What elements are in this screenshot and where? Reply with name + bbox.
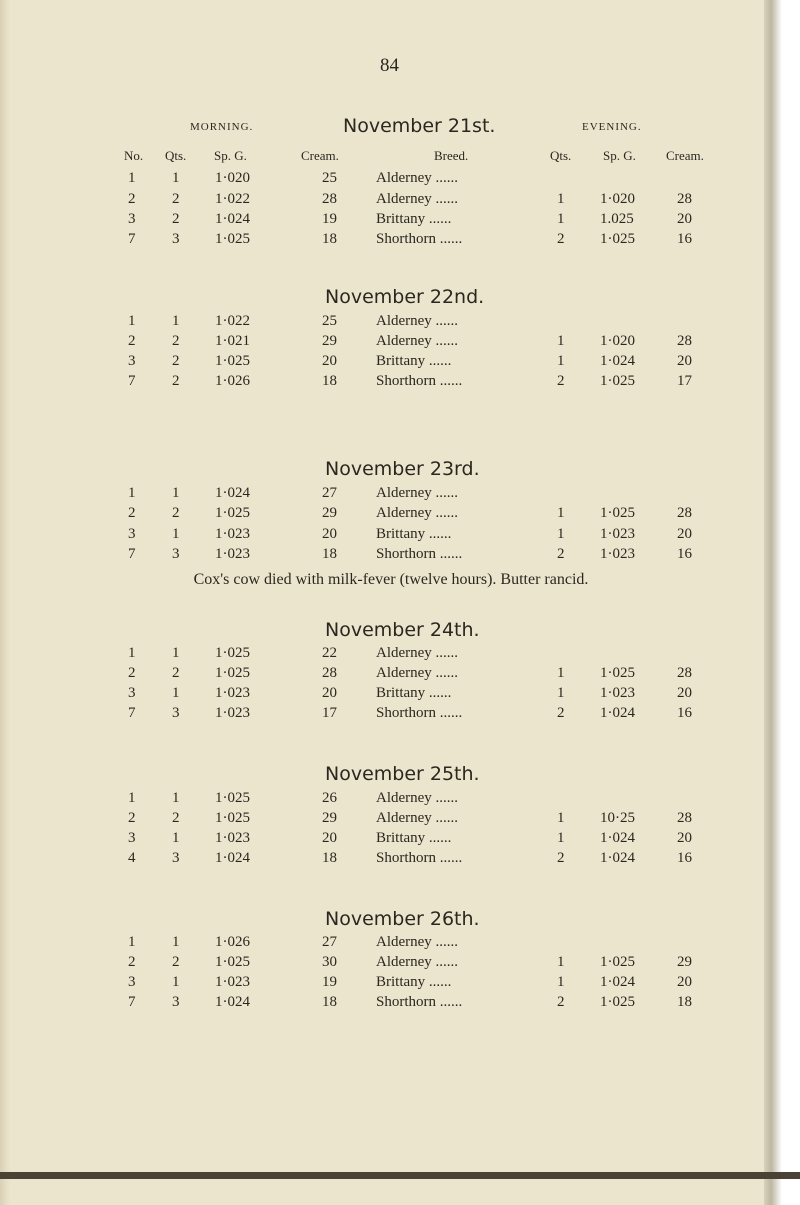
table-row (0, 353, 782, 374)
table-row (0, 685, 782, 706)
row-cream: 18 (322, 850, 337, 866)
row-sp-gr: 1·023 (215, 830, 250, 846)
row-sp-gr: 1·025 (215, 665, 250, 681)
row-evening-sp-gr: 1·025 (600, 994, 635, 1010)
table-row (0, 934, 782, 955)
table-row (0, 313, 782, 334)
row-evening-sp-gr: 1·024 (600, 353, 635, 369)
row-evening-qts: 1 (557, 954, 565, 970)
row-no: 7 (128, 373, 136, 389)
section-title: November 26th. (325, 908, 480, 930)
row-evening-qts: 2 (557, 705, 565, 721)
row-qts: 1 (172, 170, 180, 186)
row-qts: 2 (172, 191, 180, 207)
row-no: 2 (128, 191, 136, 207)
row-cream: 20 (322, 526, 337, 542)
row-evening-qts: 1 (557, 810, 565, 826)
section-title: November 25th. (325, 763, 480, 785)
row-qts: 1 (172, 830, 180, 846)
row-qts: 1 (172, 685, 180, 701)
row-qts: 1 (172, 934, 180, 950)
row-sp-gr: 1·024 (215, 211, 250, 227)
row-breed: Brittany ...... (376, 526, 452, 542)
table-row (0, 546, 782, 567)
table-row (0, 974, 782, 995)
row-qts: 2 (172, 954, 180, 970)
row-evening-qts: 1 (557, 665, 565, 681)
row-evening-cream: 16 (677, 546, 692, 562)
row-evening-sp-gr: 1·025 (600, 231, 635, 247)
row-cream: 25 (322, 170, 337, 186)
row-breed: Alderney ...... (376, 170, 459, 186)
row-evening-qts: 1 (557, 974, 565, 990)
row-breed: Alderney ...... (376, 665, 459, 681)
row-evening-cream: 28 (677, 191, 692, 207)
table-row (0, 645, 782, 666)
row-sp-gr: 1·025 (215, 810, 250, 826)
row-evening-sp-gr: 1·025 (600, 373, 635, 389)
row-evening-sp-gr: 1·025 (600, 665, 635, 681)
row-cream: 18 (322, 546, 337, 562)
table-row (0, 333, 782, 354)
row-evening-sp-gr: 1·023 (600, 685, 635, 701)
table-row (0, 830, 782, 851)
row-cream: 26 (322, 790, 337, 806)
row-sp-gr: 1·025 (215, 954, 250, 970)
row-cream: 29 (322, 505, 337, 521)
row-qts: 1 (172, 790, 180, 806)
row-evening-sp-gr: 1·025 (600, 505, 635, 521)
row-evening-cream: 20 (677, 830, 692, 846)
row-no: 1 (128, 790, 136, 806)
row-no: 7 (128, 546, 136, 562)
table-row (0, 170, 782, 191)
row-no: 3 (128, 685, 136, 701)
section-title: November 21st. (343, 115, 496, 137)
row-cream: 17 (322, 705, 337, 721)
row-no: 1 (128, 645, 136, 661)
table-row (0, 231, 782, 252)
row-cream: 20 (322, 685, 337, 701)
page-number: 84 (380, 55, 399, 76)
row-no: 2 (128, 333, 136, 349)
row-evening-cream: 28 (677, 333, 692, 349)
row-no: 3 (128, 830, 136, 846)
row-breed: Brittany ...... (376, 211, 452, 227)
row-no: 1 (128, 485, 136, 501)
row-sp-gr: 1·024 (215, 994, 250, 1010)
row-evening-qts: 2 (557, 373, 565, 389)
row-sp-gr: 1·022 (215, 313, 250, 329)
row-no: 3 (128, 211, 136, 227)
col-head-sp-gr: Sp. G. (214, 148, 247, 163)
row-no: 4 (128, 850, 136, 866)
row-evening-sp-gr: 1.025 (600, 211, 634, 227)
row-sp-gr: 1·023 (215, 705, 250, 721)
row-no: 2 (128, 665, 136, 681)
row-breed: Shorthorn ...... (376, 373, 463, 389)
row-evening-qts: 1 (557, 505, 565, 521)
row-breed: Alderney ...... (376, 954, 459, 970)
row-evening-cream: 16 (677, 705, 692, 721)
row-breed: Shorthorn ...... (376, 994, 463, 1010)
row-no: 7 (128, 705, 136, 721)
row-breed: Alderney ...... (376, 313, 459, 329)
row-breed: Alderney ...... (376, 934, 459, 950)
row-breed: Alderney ...... (376, 645, 459, 661)
row-breed: Shorthorn ...... (376, 231, 463, 247)
row-sp-gr: 1·026 (215, 373, 250, 389)
row-cream: 28 (322, 665, 337, 681)
row-evening-cream: 20 (677, 974, 692, 990)
row-evening-cream: 28 (677, 810, 692, 826)
row-cream: 30 (322, 954, 337, 970)
row-breed: Brittany ...... (376, 830, 452, 846)
row-qts: 2 (172, 373, 180, 389)
row-evening-qts: 1 (557, 830, 565, 846)
row-sp-gr: 1·025 (215, 353, 250, 369)
row-cream: 28 (322, 191, 337, 207)
table-row (0, 485, 782, 506)
row-evening-cream: 16 (677, 850, 692, 866)
col-head-no: No. (124, 148, 144, 163)
col-head-evening-qts: Qts. (550, 148, 572, 163)
row-qts: 2 (172, 505, 180, 521)
row-qts: 1 (172, 526, 180, 542)
row-no: 3 (128, 526, 136, 542)
row-evening-sp-gr: 1·023 (600, 546, 635, 562)
row-sp-gr: 1·022 (215, 191, 250, 207)
row-breed: Alderney ...... (376, 191, 459, 207)
table-row (0, 505, 782, 526)
table-row (0, 790, 782, 811)
section-title: November 22nd. (325, 286, 485, 308)
row-breed: Shorthorn ...... (376, 850, 463, 866)
row-breed: Shorthorn ...... (376, 705, 463, 721)
row-evening-qts: 1 (557, 353, 565, 369)
row-evening-cream: 20 (677, 211, 692, 227)
row-evening-sp-gr: 1·020 (600, 333, 635, 349)
row-evening-cream: 20 (677, 353, 692, 369)
row-cream: 20 (322, 830, 337, 846)
row-sp-gr: 1·023 (215, 974, 250, 990)
row-cream: 29 (322, 810, 337, 826)
row-evening-cream: 28 (677, 505, 692, 521)
col-head-cream: Cream. (301, 148, 339, 163)
row-qts: 1 (172, 485, 180, 501)
row-sp-gr: 1·023 (215, 526, 250, 542)
row-no: 1 (128, 170, 136, 186)
row-qts: 2 (172, 665, 180, 681)
row-sp-gr: 1·021 (215, 333, 250, 349)
table-row (0, 373, 782, 394)
row-evening-qts: 1 (557, 211, 565, 227)
col-head-qts: Qts. (165, 148, 187, 163)
col-head-evening-cream: Cream. (666, 148, 704, 163)
row-qts: 3 (172, 850, 180, 866)
row-breed: Alderney ...... (376, 333, 459, 349)
row-evening-qts: 1 (557, 685, 565, 701)
table-row (0, 191, 782, 212)
milk-fever-note: Cox's cow died with milk-fever (twelve hours). Butter rancid. (193, 571, 589, 588)
table-row (0, 526, 782, 547)
row-qts: 1 (172, 313, 180, 329)
row-evening-cream: 20 (677, 526, 692, 542)
row-qts: 2 (172, 353, 180, 369)
morning-header: MORNING. (190, 121, 254, 133)
row-evening-sp-gr: 1·024 (600, 850, 635, 866)
row-cream: 27 (322, 485, 337, 501)
row-cream: 18 (322, 994, 337, 1010)
table-row (0, 705, 782, 726)
row-breed: Shorthorn ...... (376, 546, 463, 562)
row-evening-qts: 1 (557, 333, 565, 349)
row-cream: 18 (322, 231, 337, 247)
table-row (0, 211, 782, 232)
row-evening-sp-gr: 1·020 (600, 191, 635, 207)
row-evening-qts: 1 (557, 191, 565, 207)
row-cream: 27 (322, 934, 337, 950)
row-no: 7 (128, 231, 136, 247)
row-no: 1 (128, 313, 136, 329)
row-qts: 2 (172, 211, 180, 227)
row-no: 7 (128, 994, 136, 1010)
col-head-evening-sp-gr: Sp. G. (603, 148, 636, 163)
row-cream: 20 (322, 353, 337, 369)
section-title: November 24th. (325, 619, 480, 641)
row-sp-gr: 1·026 (215, 934, 250, 950)
row-cream: 19 (322, 974, 337, 990)
row-cream: 29 (322, 333, 337, 349)
row-no: 3 (128, 974, 136, 990)
page-edge (764, 0, 782, 1205)
row-no: 2 (128, 810, 136, 826)
row-qts: 2 (172, 333, 180, 349)
table-row (0, 665, 782, 686)
row-evening-sp-gr: 1·024 (600, 974, 635, 990)
row-no: 2 (128, 954, 136, 970)
row-cream: 19 (322, 211, 337, 227)
row-sp-gr: 1·024 (215, 485, 250, 501)
row-sp-gr: 1·025 (215, 645, 250, 661)
row-sp-gr: 1·025 (215, 505, 250, 521)
row-breed: Alderney ...... (376, 790, 459, 806)
row-breed: Brittany ...... (376, 974, 452, 990)
row-breed: Alderney ...... (376, 810, 459, 826)
row-evening-qts: 2 (557, 546, 565, 562)
row-evening-cream: 28 (677, 665, 692, 681)
row-breed: Alderney ...... (376, 485, 459, 501)
row-cream: 25 (322, 313, 337, 329)
row-evening-qts: 1 (557, 526, 565, 542)
evening-header: EVENING. (582, 121, 642, 133)
row-sp-gr: 1·023 (215, 546, 250, 562)
row-qts: 3 (172, 705, 180, 721)
row-evening-sp-gr: 1·025 (600, 954, 635, 970)
row-evening-qts: 2 (557, 994, 565, 1010)
table-row (0, 810, 782, 831)
row-qts: 1 (172, 645, 180, 661)
row-no: 1 (128, 934, 136, 950)
row-evening-cream: 29 (677, 954, 692, 970)
row-no: 3 (128, 353, 136, 369)
row-cream: 18 (322, 373, 337, 389)
row-evening-sp-gr: 1·024 (600, 705, 635, 721)
row-sp-gr: 1·023 (215, 685, 250, 701)
row-cream: 22 (322, 645, 337, 661)
table-row (0, 954, 782, 975)
row-sp-gr: 1·024 (215, 850, 250, 866)
row-evening-sp-gr: 1·023 (600, 526, 635, 542)
row-evening-cream: 18 (677, 994, 692, 1010)
row-qts: 2 (172, 810, 180, 826)
row-sp-gr: 1·025 (215, 790, 250, 806)
row-evening-cream: 16 (677, 231, 692, 247)
row-qts: 1 (172, 974, 180, 990)
row-evening-qts: 2 (557, 231, 565, 247)
row-breed: Brittany ...... (376, 685, 452, 701)
row-breed: Brittany ...... (376, 353, 452, 369)
row-qts: 3 (172, 546, 180, 562)
binding-bar (0, 1172, 800, 1179)
row-evening-sp-gr: 10·25 (600, 810, 635, 826)
row-evening-sp-gr: 1·024 (600, 830, 635, 846)
section-title: November 23rd. (325, 458, 480, 480)
row-evening-cream: 20 (677, 685, 692, 701)
row-sp-gr: 1·025 (215, 231, 250, 247)
row-sp-gr: 1·020 (215, 170, 250, 186)
table-row (0, 994, 782, 1015)
row-qts: 3 (172, 994, 180, 1010)
row-evening-cream: 17 (677, 373, 692, 389)
table-row (0, 850, 782, 871)
row-no: 2 (128, 505, 136, 521)
row-breed: Alderney ...... (376, 505, 459, 521)
row-qts: 3 (172, 231, 180, 247)
col-head-breed: Breed. (434, 148, 469, 163)
row-evening-qts: 2 (557, 850, 565, 866)
